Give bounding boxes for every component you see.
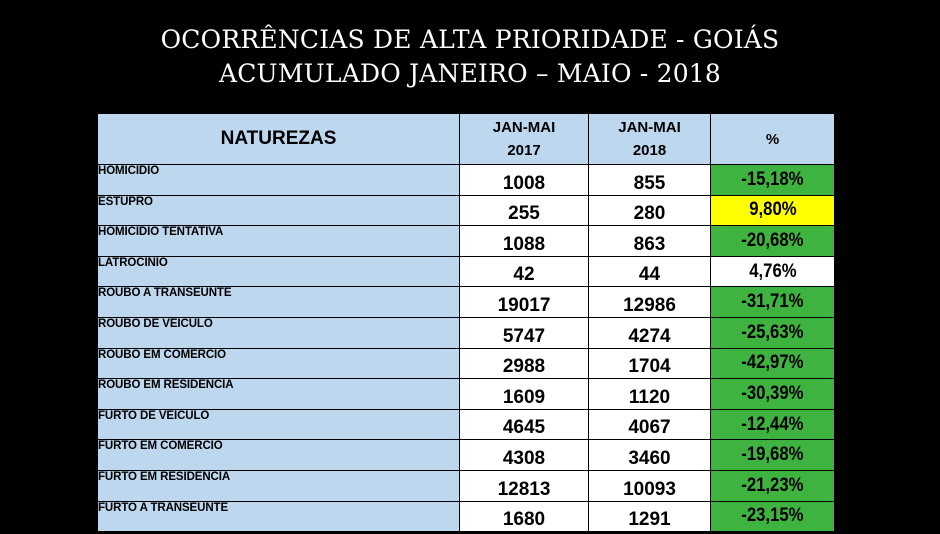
table-row [98, 440, 835, 471]
header-2018-period: JAN-MAI [618, 119, 681, 136]
value-2017-cell: 1680 [460, 501, 589, 532]
percent-change-value: -23,15% [741, 505, 804, 527]
value-2018-cell: 863 [589, 226, 711, 257]
table-row [98, 226, 835, 257]
value-2017-cell: 1008 [460, 165, 589, 196]
natureza-cell: FURTO EM RESIDÊNCIA [98, 470, 460, 501]
table-row [98, 348, 835, 379]
value-2017-cell: 19017 [460, 287, 589, 318]
percent-change-value: -25,63% [741, 321, 804, 343]
table-row [98, 409, 835, 440]
slide-subtitle: ACUMULADO JANEIRO – MAIO - 2018 [218, 59, 722, 88]
table-row [98, 165, 835, 196]
value-2017-cell: 255 [460, 195, 589, 226]
natureza-cell: ROUBO A TRANSEUNTE [98, 287, 460, 318]
percent-change-cell [711, 440, 835, 471]
table-row [98, 501, 835, 532]
percent-change-cell [711, 256, 835, 287]
table-row [98, 317, 835, 348]
natureza-cell: LATROCÍNIO [98, 256, 460, 287]
percent-change-cell [711, 226, 835, 257]
value-2018-cell: 3460 [589, 440, 711, 471]
table-row [98, 470, 835, 501]
natureza-cell: FURTO EM COMERCIO [98, 440, 460, 471]
percent-change-value: -15,18% [741, 168, 804, 190]
value-2018-cell: 1291 [589, 501, 711, 532]
value-2018-cell: 4274 [589, 317, 711, 348]
value-2017-cell: 42 [460, 256, 589, 287]
percent-change-value: -31,71% [741, 291, 804, 313]
value-2017-cell: 4308 [460, 440, 589, 471]
percent-change-cell [711, 165, 835, 196]
value-2018-cell: 1120 [589, 379, 711, 410]
value-2018-cell: 280 [589, 195, 711, 226]
percent-change-value: -21,23% [741, 474, 804, 496]
value-2017-cell: 1088 [460, 226, 589, 257]
percent-change-value: -30,39% [741, 382, 804, 404]
value-2018-cell: 4067 [589, 409, 711, 440]
percent-change-cell [711, 470, 835, 501]
header-2017-year: 2017 [507, 142, 541, 159]
value-2018-cell: 855 [589, 165, 711, 196]
percent-change-cell [711, 195, 835, 226]
percent-change-value: -20,68% [741, 229, 804, 251]
value-2018-cell: 44 [589, 256, 711, 287]
percent-change-cell [711, 501, 835, 532]
table-body [98, 165, 835, 532]
header-naturezas: NATUREZAS [98, 114, 460, 165]
header-2018-year: 2018 [632, 142, 667, 159]
value-2017-cell: 2988 [460, 348, 589, 379]
table-row [98, 256, 835, 287]
value-2017-cell: 1609 [460, 379, 589, 410]
table-row [98, 195, 835, 226]
header-jan-mai-2017 [460, 114, 589, 165]
value-2017-cell: 4645 [460, 409, 589, 440]
natureza-cell: HOMICÍDIO TENTATIVA [98, 226, 460, 257]
table-row [98, 379, 835, 410]
percent-change-cell [711, 379, 835, 410]
natureza-cell: FURTO A TRANSEUNTE [98, 501, 460, 532]
natureza-cell: HOMICIDIO [98, 165, 460, 196]
value-2018-cell: 12986 [589, 287, 711, 318]
header-percent: % [711, 114, 835, 165]
natureza-cell: ROUBO EM RESIDÊNCIA [98, 379, 460, 410]
natureza-cell: ROUBO DE VEÍCULO [98, 317, 460, 348]
percent-change-value: -19,68% [741, 444, 804, 466]
natureza-cell: ROUBO EM COMÉRCIO [98, 348, 460, 379]
percent-change-cell [711, 348, 835, 379]
percent-change-value: -42,97% [741, 352, 804, 374]
percent-change-value: 9,80% [748, 199, 797, 221]
value-2018-cell: 1704 [589, 348, 711, 379]
percent-change-cell [711, 287, 835, 318]
percent-change-value: 4,76% [748, 260, 797, 282]
percent-change-cell [711, 409, 835, 440]
table-row [98, 287, 835, 318]
header-jan-mai-2018 [589, 114, 711, 165]
value-2017-cell: 5747 [460, 317, 589, 348]
table-header-row [98, 114, 835, 165]
value-2017-cell: 12813 [460, 470, 589, 501]
value-2018-cell: 10093 [589, 470, 711, 501]
priority-occurrences-table [97, 113, 835, 532]
percent-change-cell [711, 317, 835, 348]
natureza-cell: ESTUPRO [98, 195, 460, 226]
percent-change-value: -12,44% [741, 413, 804, 435]
natureza-cell: FURTO DE VEICULO [98, 409, 460, 440]
header-2017-period: JAN-MAI [492, 119, 556, 136]
slide-title: OCORRÊNCIAS DE ALTA PRIORIDADE - GOIÁS [160, 25, 780, 54]
